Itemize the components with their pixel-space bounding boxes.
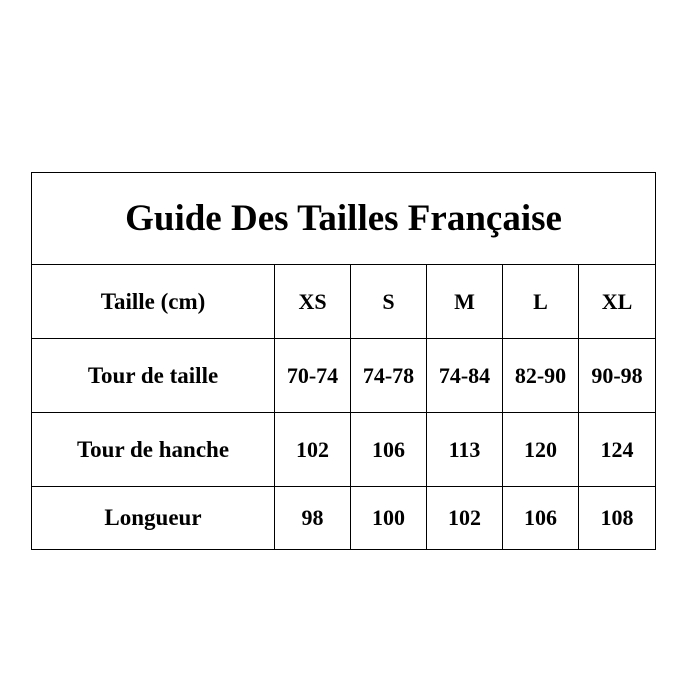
row-label: Tour de hanche bbox=[32, 413, 275, 487]
table-cell: 100 bbox=[351, 487, 427, 550]
table-cell: 102 bbox=[275, 413, 351, 487]
size-xs-header: XS bbox=[275, 265, 351, 339]
table-cell: 106 bbox=[503, 487, 579, 550]
table-row bbox=[32, 413, 656, 487]
table-row bbox=[32, 487, 656, 550]
row-label: Tour de taille bbox=[32, 339, 275, 413]
table-cell: 98 bbox=[275, 487, 351, 550]
title-row bbox=[32, 173, 656, 265]
table-title: Guide Des Tailles Française bbox=[32, 173, 656, 265]
size-s-header: S bbox=[351, 265, 427, 339]
table-cell: 120 bbox=[503, 413, 579, 487]
table-cell: 74-78 bbox=[351, 339, 427, 413]
size-l-header: L bbox=[503, 265, 579, 339]
table-cell: 74-84 bbox=[427, 339, 503, 413]
table-cell: 108 bbox=[579, 487, 656, 550]
table-cell: 106 bbox=[351, 413, 427, 487]
size-m-header: M bbox=[427, 265, 503, 339]
table-cell: 102 bbox=[427, 487, 503, 550]
header-label: Taille (cm) bbox=[32, 265, 275, 339]
table-cell: 70-74 bbox=[275, 339, 351, 413]
size-guide-table bbox=[31, 172, 656, 550]
row-label: Longueur bbox=[32, 487, 275, 550]
size-header-row bbox=[32, 265, 656, 339]
table-cell: 82-90 bbox=[503, 339, 579, 413]
table-cell: 113 bbox=[427, 413, 503, 487]
table-cell: 124 bbox=[579, 413, 656, 487]
size-xl-header: XL bbox=[579, 265, 656, 339]
table-cell: 90-98 bbox=[579, 339, 656, 413]
table-row bbox=[32, 339, 656, 413]
